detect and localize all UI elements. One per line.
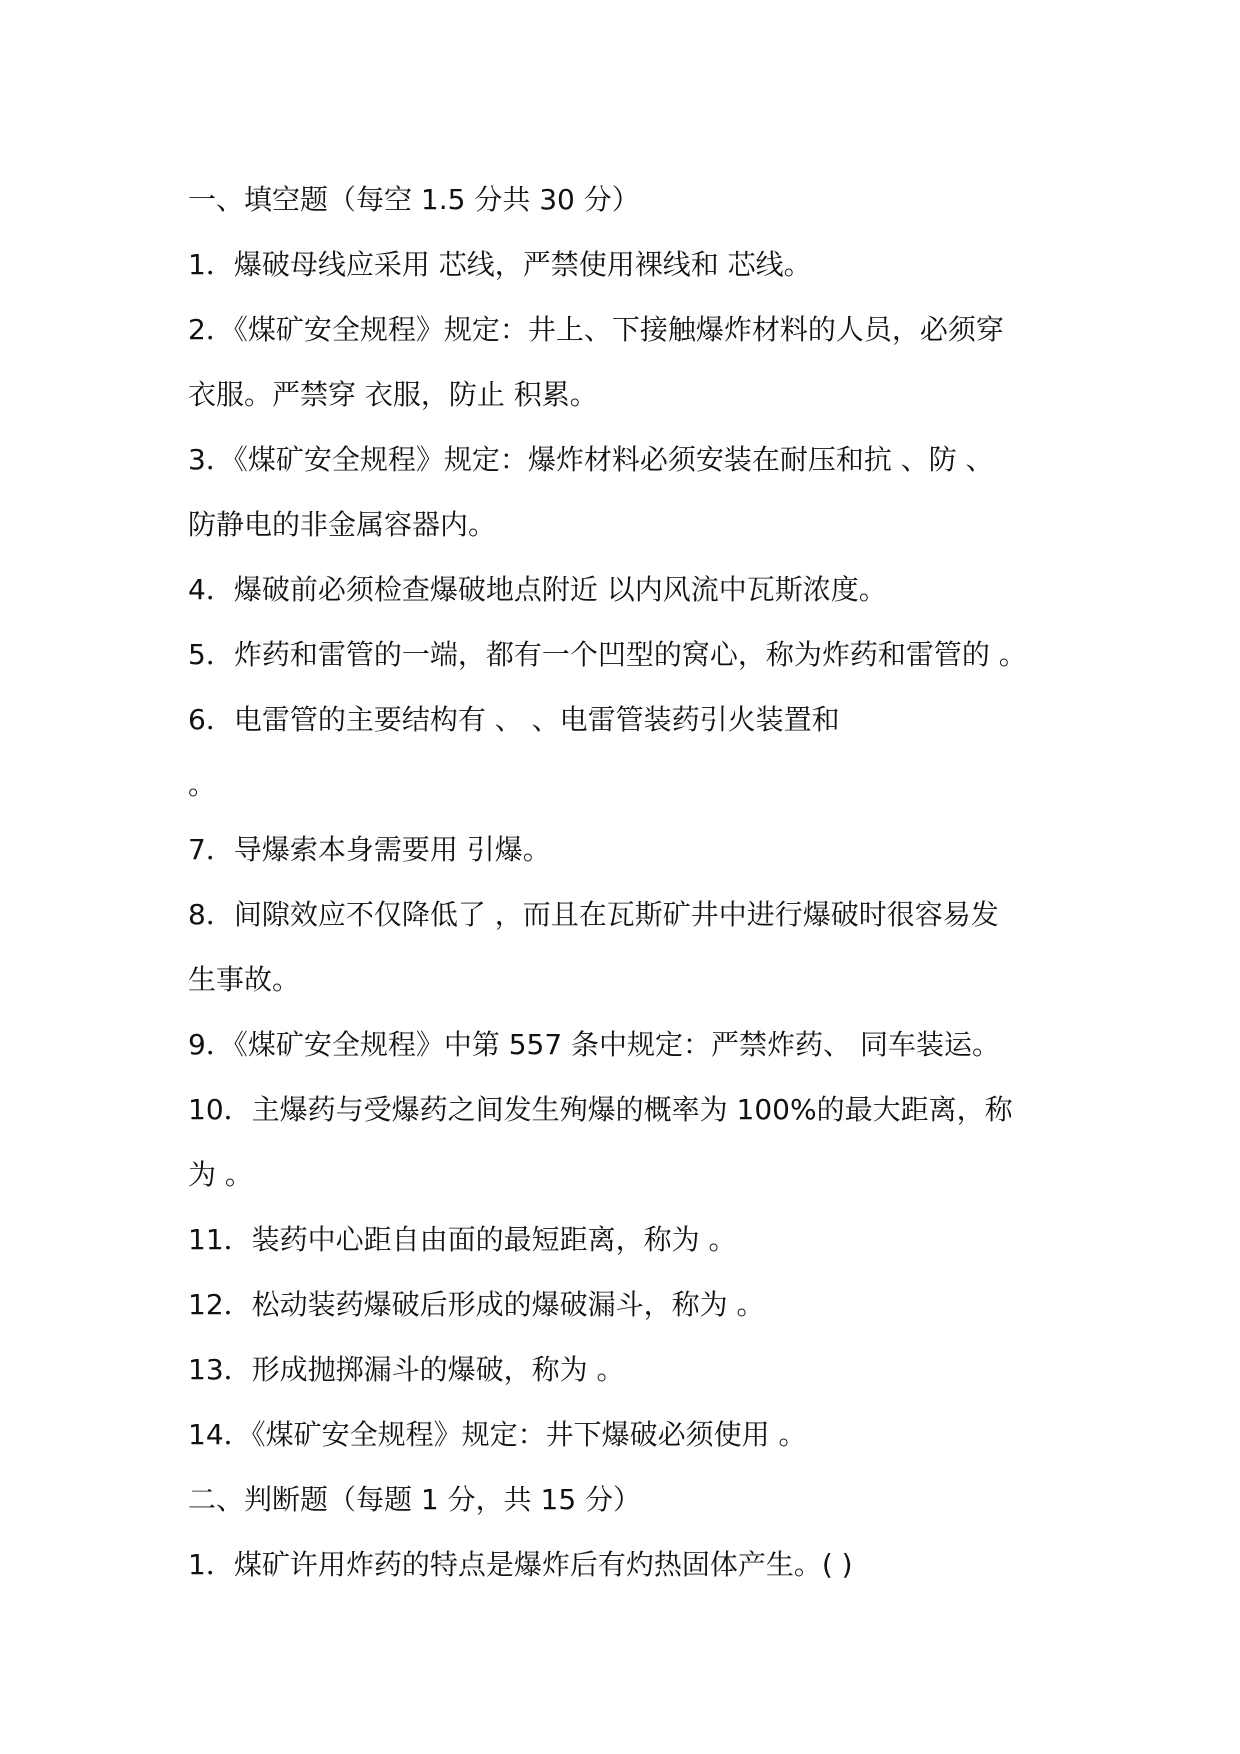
question-text: 11．装药中心距自由面的最短距离，称为 。 xyxy=(188,1223,737,1256)
question-text: 8．间隙效应不仅降低了 ，而且在瓦斯矿井中进行爆破时很容易发 xyxy=(188,898,999,931)
question-text: 13．形成抛掷漏斗的爆破，称为 。 xyxy=(188,1353,625,1386)
section-heading-fill-in-blank: 一、填空题（每空 1.5 分共 30 分） xyxy=(188,183,640,216)
question-text: 1．爆破母线应采用 芯线，严禁使用裸线和 芯线。 xyxy=(188,248,812,281)
question-text: 6．电雷管的主要结构有 、 、电雷管装药引火装置和 xyxy=(188,703,840,736)
question-text-continuation: 为 。 xyxy=(188,1158,253,1191)
question-text: 4．爆破前必须检查爆破地点附近 以内风流中瓦斯浓度。 xyxy=(188,573,887,606)
question-text: 14．《煤矿安全规程》规定：井下爆破必须使用 。 xyxy=(188,1418,807,1451)
question-text-continuation: 衣服。严禁穿 衣服，防止 积累。 xyxy=(188,378,598,411)
question-text-continuation: 防静电的非金属容器内。 xyxy=(188,508,497,541)
question-text: 2．《煤矿安全规程》规定：井上、下接触爆炸材料的人员，必须穿 xyxy=(188,313,1004,346)
question-text: 10．主爆药与受爆药之间发生殉爆的概率为 100%的最大距离，称 xyxy=(188,1093,1013,1126)
question-text: 12．松动装药爆破后形成的爆破漏斗，称为 。 xyxy=(188,1288,765,1321)
question-text: 5．炸药和雷管的一端，都有一个凹型的窝心，称为炸药和雷管的 。 xyxy=(188,638,1027,671)
question-text: 3．《煤矿安全规程》规定：爆炸材料必须安装在耐压和抗 、防 、 xyxy=(188,443,994,476)
document-content xyxy=(188,167,1088,1597)
section-heading-true-false: 二、判断题（每题 1 分，共 15 分） xyxy=(188,1483,642,1516)
question-text-continuation: 生事故。 xyxy=(188,963,301,996)
question-text: 7．导爆索本身需要用 引爆。 xyxy=(188,833,551,866)
question-text-continuation: 。 xyxy=(188,768,217,801)
question-text: 9．《煤矿安全规程》中第 557 条中规定：严禁炸药、 同车装运。 xyxy=(188,1028,1000,1061)
question-text: 1．煤矿许用炸药的特点是爆炸后有灼热固体产生。( ) xyxy=(188,1548,853,1581)
